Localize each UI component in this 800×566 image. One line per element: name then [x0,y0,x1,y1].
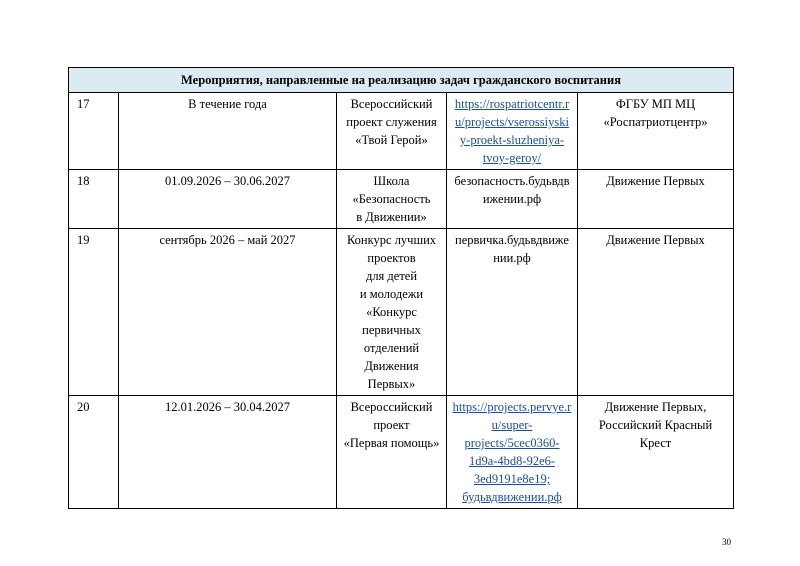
row-number: 17 [69,93,119,170]
row-organizer: Движение Первых [578,170,734,229]
resource-link[interactable]: https://rospatriotcentr.r [454,97,570,111]
row-resource [447,396,578,509]
section-header-row [69,68,734,93]
resource-link[interactable]: будьвдвижении.рф [462,490,562,504]
resource-link[interactable]: projects/5cec0360- [464,436,560,450]
row-resource: безопасность.будьвдв ижении.рф [447,170,578,229]
row-date: 01.09.2026 – 30.06.2027 [119,170,337,229]
row-number: 20 [69,396,119,509]
row-date: 12.01.2026 – 30.04.2027 [119,396,337,509]
row-organizer: ФГБУ МП МЦ «Роспатриотцентр» [578,93,734,170]
row-event: Всероссийский проект служения «Твой Герой» [337,93,447,170]
row-number: 18 [69,170,119,229]
page-number: 30 [722,537,731,547]
row-resource: первичка.будьвдвиже нии.рф [447,229,578,396]
row-event: Школа «Безопасность в Движении» [337,170,447,229]
resource-link[interactable]: y-proekt-sluzheniya- [459,133,565,147]
resource-link[interactable]: u/super- [491,418,533,432]
resource-link[interactable]: tvoy-geroy/ [482,151,542,165]
row-resource [447,93,578,170]
resource-link[interactable]: https://projects.pervye.r [452,400,572,414]
table-row [69,396,734,509]
resource-link[interactable]: 1d9a-4bd8-92e6- [468,454,556,468]
row-number: 19 [69,229,119,396]
events-table [68,67,734,509]
table-row [69,93,734,170]
table-row [69,229,734,396]
row-date: В течение года [119,93,337,170]
row-date: сентябрь 2026 – май 2027 [119,229,337,396]
row-event: Конкурс лучших проектов для детей и молодежи «Конкурс первичных отделений Движения Первых» [337,229,447,396]
section-header: Мероприятия, направленные на реализацию задач гражданского воспитания [69,68,734,93]
row-event: Всероссийский проект «Первая помощь» [337,396,447,509]
row-organizer: Движение Первых [578,229,734,396]
resource-link[interactable]: 3ed9191e8e19; [473,472,551,486]
table-row [69,170,734,229]
row-organizer: Движение Первых, Российский Красный Крест [578,396,734,509]
resource-link[interactable]: u/projects/vserossiyski [455,115,569,129]
